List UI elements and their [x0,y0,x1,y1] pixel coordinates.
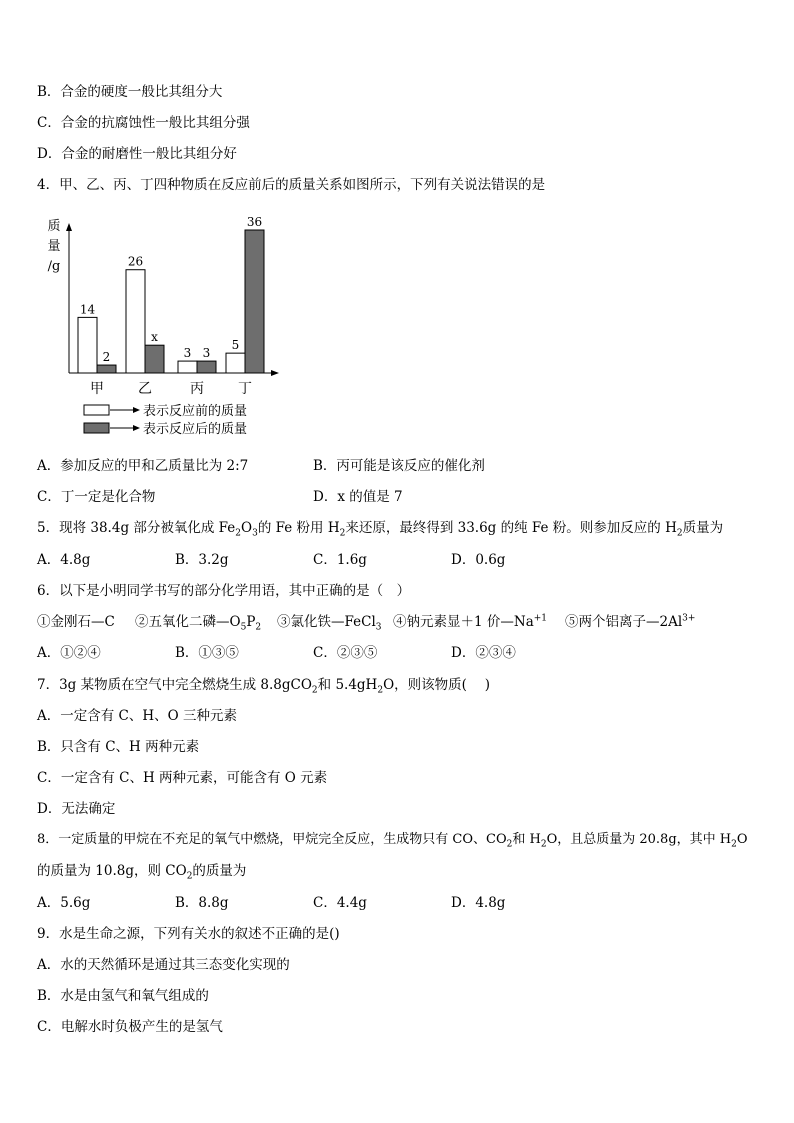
q8-option-b: B．8.8g [175,895,229,911]
q7-option-c: C．一定含有 C、H 两种元素，可能含有 O 元素 [37,770,328,786]
bar-丙-after [197,361,216,373]
bar-丁-after [245,230,264,373]
q4-stem: 4．甲、乙、丙、丁四种物质在反应前后的质量关系如图所示，下列有关说法错误的是 [37,177,546,193]
q4-option-d: D．x 的值是 7 [313,489,403,505]
q8-stem-line-1: 8．一定质量的甲烷在不充足的氧气中燃烧，甲烷完全反应，生成物只有 CO、$CO_2$和 $H_2O$，且总质量为 20.8g，其中 $H_2O$ [37,832,748,850]
q6-option-a: A．①②④ [37,645,101,661]
bar-value-label: 2 [102,350,111,365]
bar-甲-before [78,317,97,373]
q8-stem-line-2: 的质量为 10.8g，则 $CO_2$的质量为 [37,863,247,882]
legend-label-before: 表示反应前的质量 [143,404,248,419]
q7-option-d: D．无法确定 [37,801,116,817]
q7-option-b: B．只含有 C、H 两种元素 [37,739,200,755]
legend-swatch-after [84,423,109,433]
bar-乙-after [145,345,164,373]
bar-value-label: 3 [202,346,211,361]
y-axis-label-1: 质 [47,219,61,234]
bar-value-label: 3 [183,346,192,361]
q6-item-2: ②五氧化二磷$—O_5P_2$ [135,614,262,633]
bar-丁-before [226,353,245,373]
legend-arrowhead-after [133,425,140,431]
x-tick-label: 乙 [138,381,152,397]
q8-option-d: D．4.8g [451,895,506,911]
bar-甲-after [97,365,116,373]
legend [84,403,247,437]
q4-option-c: C．丁一定是化合物 [37,489,156,505]
q9-option-a: A．水的天然循环是通过其三态变化实现的 [37,957,290,973]
bar-value-label: 36 [246,215,263,229]
q5-option-b: B．3.2g [175,552,229,568]
q6-option-c: C．②③⑤ [313,645,378,661]
y-axis-label [47,219,60,274]
bar-value-label: 26 [127,254,144,269]
q6-option-b: B．①③⑤ [175,645,239,661]
x-tick-label: 丙 [190,381,204,397]
q4-bar-chart [44,212,284,440]
bar-value-label: 5 [231,338,240,353]
q9-option-b: B．水是由氢气和氧气组成的 [37,988,209,1004]
q9-stem: 9．水是生命之源，下列有关水的叙述不正确的是() [37,926,340,942]
bar-value-label: 14 [79,302,96,317]
q6-item-4: ④钠元素显＋1 价$—Na^{+1}$ [393,613,548,630]
legend-arrowhead-before [133,407,140,413]
x-tick-label: 甲 [90,381,104,397]
x-tick-label: 丁 [238,381,252,397]
x-axis-arrow [271,370,279,376]
q7-option-a: A．一定含有 C、H、O 三种元素 [37,708,238,724]
bar-乙-before [126,270,145,373]
q8-option-a: A．5.6g [37,895,91,911]
q3-option-c: C．合金的抗腐蚀性一般比其组分强 [37,115,250,131]
y-axis-arrow [66,223,72,231]
y-axis-label-2: 量 [47,239,61,254]
q4-option-a: A．参加反应的甲和乙质量比为 2:7 [37,458,249,474]
q6-option-d: D．②③④ [451,645,516,661]
q9-option-c: C．电解水时负极产生的是氢气 [37,1019,223,1035]
legend-label-after: 表示反应后的质量 [143,422,248,437]
q3-option-b: B．合金的硬度一般比其组分大 [37,84,223,100]
y-axis-label-3: /g [47,259,61,274]
q5-option-a: A．4.8g [37,552,91,568]
q6-item-3: ③氯化铁—FeCl$_3$ [277,614,382,633]
q6-item-1: ①金刚石—C [37,614,115,630]
q6-stem: 6．以下是小明同学书写的部分化学用语，其中正确的是（ ） [37,583,411,599]
q6-item-5: ⑤两个铝离子$—2Al^{3+}$ [565,613,696,630]
bar-丙-before [178,361,197,373]
q5-stem: 5．现将 38.4g 部分被氧化成 $Fe_2O_3$的 Fe 粉用 $H_2$来还原，最终得到 33.6g 的纯 Fe 粉。则参加反应的 $H_2$质量为 [37,520,724,539]
bar-value-label: x [151,330,158,345]
q5-option-d: D．0.6g [451,552,506,568]
q5-option-c: C．1.6g [313,552,367,568]
q8-option-c: C．4.4g [313,895,367,911]
q3-option-d: D．合金的耐磨性一般比其组分好 [37,146,237,162]
q7-stem: 7．3g 某物质在空气中完全燃烧生成 8.8gCO$_2$和 $5.4gH_2O$，则该物质( ) [37,677,490,696]
q4-option-b: B．丙可能是该反应的催化剂 [313,458,485,474]
legend-swatch-before [84,405,109,415]
